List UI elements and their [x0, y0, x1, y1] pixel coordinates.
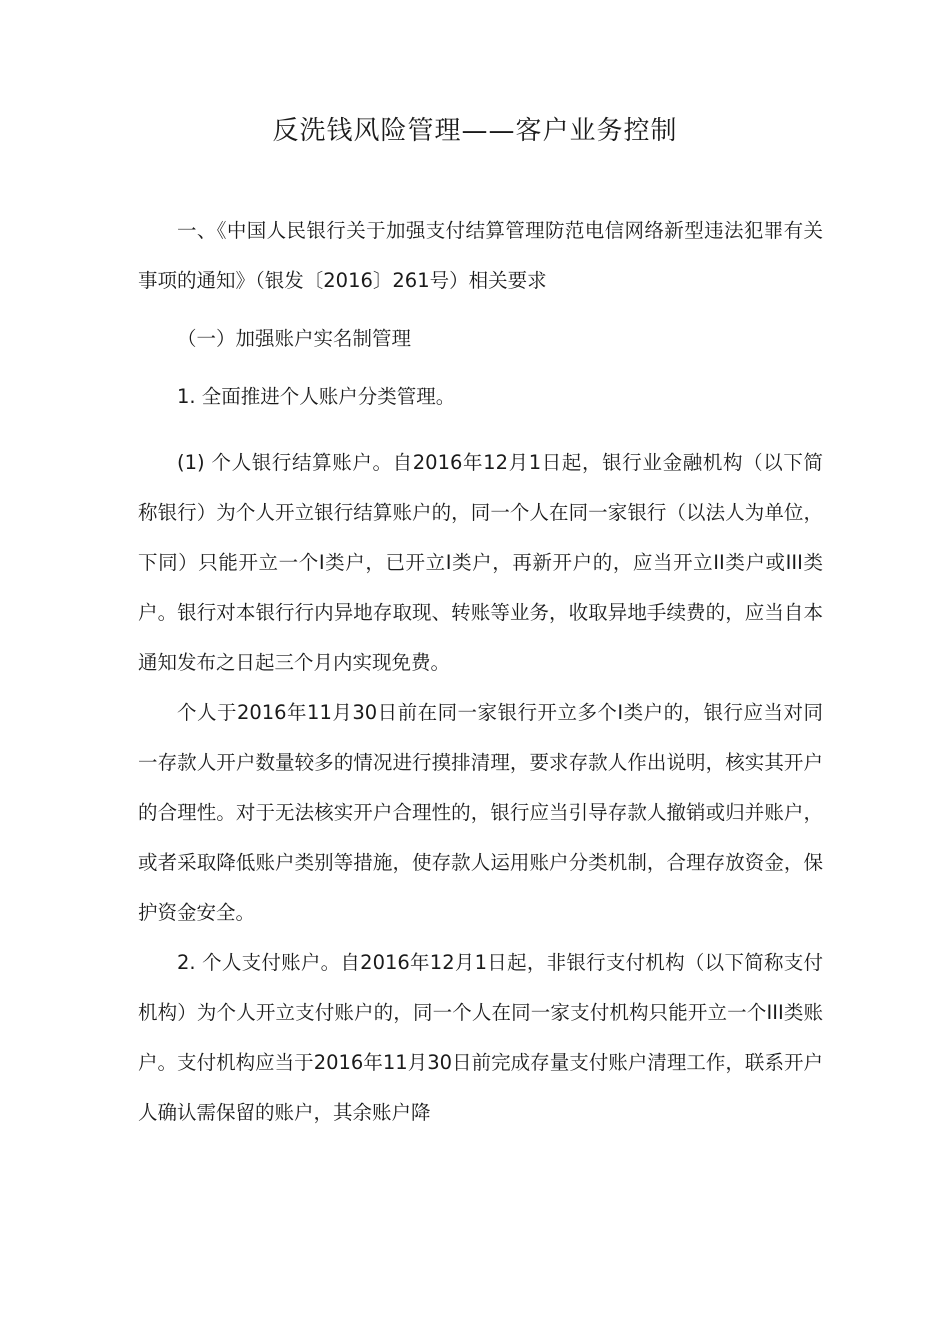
item-heading: 1. 全面推进个人账户分类管理。: [177, 385, 456, 408]
document-body: [138, 206, 823, 1138]
paragraph-personal-payment-account: 2. 个人支付账户。自2016年12月1日起，非银行支付机构（以下简称支付机构）为个人开立支付账户的，同一个人在同一家支付机构只能开立一个III类账户。支付机构应当于2016年11月30日前完成存量支付账户清理工作，联系开户人确认需保留的账户，其余账户降: [138, 951, 823, 1124]
paragraph-personal-bank-account: (1) 个人银行结算账户。自2016年12月1日起，银行业金融机构（以下简称银行）为个人开立银行结算账户的，同一个人在同一家银行（以法人为单位，下同）只能开立一个I类户，已开立I类户，再新开户的，应当开立II类户或III类户。银行对本银行行内异地存取现、转账等业务，收取异地手续费的，应当自本通知发布之日起三个月内实现免费。: [138, 451, 823, 674]
document-title: 反洗钱风险管理——客户业务控制: [272, 116, 678, 146]
paragraph-multiple-accounts: 个人于2016年11月30日前在同一家银行开立多个I类户的，银行应当对同一存款人开户数量较多的情况进行摸排清理，要求存款人作出说明，核实其开户的合理性。对于无法核实开户合理性的，银行应当引导存款人撤销或归并账户，或者采取降低账户类别等措施，使存款人运用账户分类机制，合理存放资金，保护资金安全。: [138, 701, 823, 924]
section-heading: 一、《中国人民银行关于加强支付结算管理防范电信网络新型违法犯罪有关事项的通知》（银发〔2016〕261号）相关要求: [138, 219, 823, 292]
subsection-heading: （一）加强账户实名制管理: [177, 327, 412, 350]
